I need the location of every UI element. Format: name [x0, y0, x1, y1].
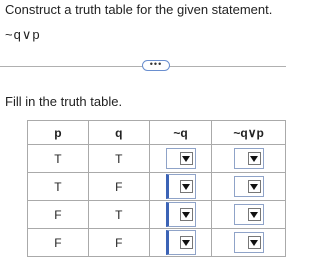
not-q-dropdown[interactable]	[166, 174, 196, 199]
cell-q: F	[88, 173, 149, 201]
truth-table	[27, 120, 286, 257]
cell-p: F	[28, 229, 89, 257]
question-prompt: Construct a truth table for the given statement.	[5, 2, 273, 17]
cell-q: F	[88, 229, 149, 257]
cell-result	[212, 173, 286, 201]
header-not-q: ~q	[149, 121, 212, 145]
instruction: Fill in the truth table.	[5, 94, 123, 109]
not-q-dropdown[interactable]	[166, 202, 196, 227]
header-result: ~q∨p	[212, 121, 286, 145]
result-dropdown[interactable]	[234, 176, 264, 197]
table-row	[28, 229, 286, 257]
cell-not-q	[149, 145, 212, 173]
chevron-down-icon	[248, 152, 261, 165]
chevron-down-icon	[180, 208, 193, 221]
more-button[interactable]: •••	[142, 60, 170, 71]
cell-not-q	[149, 201, 212, 229]
header-q: q	[88, 121, 149, 145]
table-row	[28, 173, 286, 201]
result-dropdown[interactable]	[234, 148, 264, 169]
result-dropdown[interactable]	[234, 232, 264, 253]
cell-result	[212, 229, 286, 257]
cell-result	[212, 145, 286, 173]
cell-p: T	[28, 173, 89, 201]
table-header-row	[28, 121, 286, 145]
result-dropdown[interactable]	[234, 204, 264, 225]
cell-not-q	[149, 173, 212, 201]
cell-p: F	[28, 201, 89, 229]
chevron-down-icon	[180, 180, 193, 193]
not-q-dropdown[interactable]	[166, 230, 196, 255]
chevron-down-icon	[180, 152, 193, 165]
cell-not-q	[149, 229, 212, 257]
chevron-down-icon	[248, 208, 261, 221]
chevron-down-icon	[248, 236, 261, 249]
not-q-dropdown[interactable]	[166, 148, 196, 169]
cell-q: T	[88, 145, 149, 173]
header-p: p	[28, 121, 89, 145]
table-row	[28, 145, 286, 173]
chevron-down-icon	[180, 236, 193, 249]
table-row	[28, 201, 286, 229]
cell-result	[212, 201, 286, 229]
statement: ~q∨p	[5, 27, 41, 42]
cell-p: T	[28, 145, 89, 173]
cell-q: T	[88, 201, 149, 229]
chevron-down-icon	[248, 180, 261, 193]
